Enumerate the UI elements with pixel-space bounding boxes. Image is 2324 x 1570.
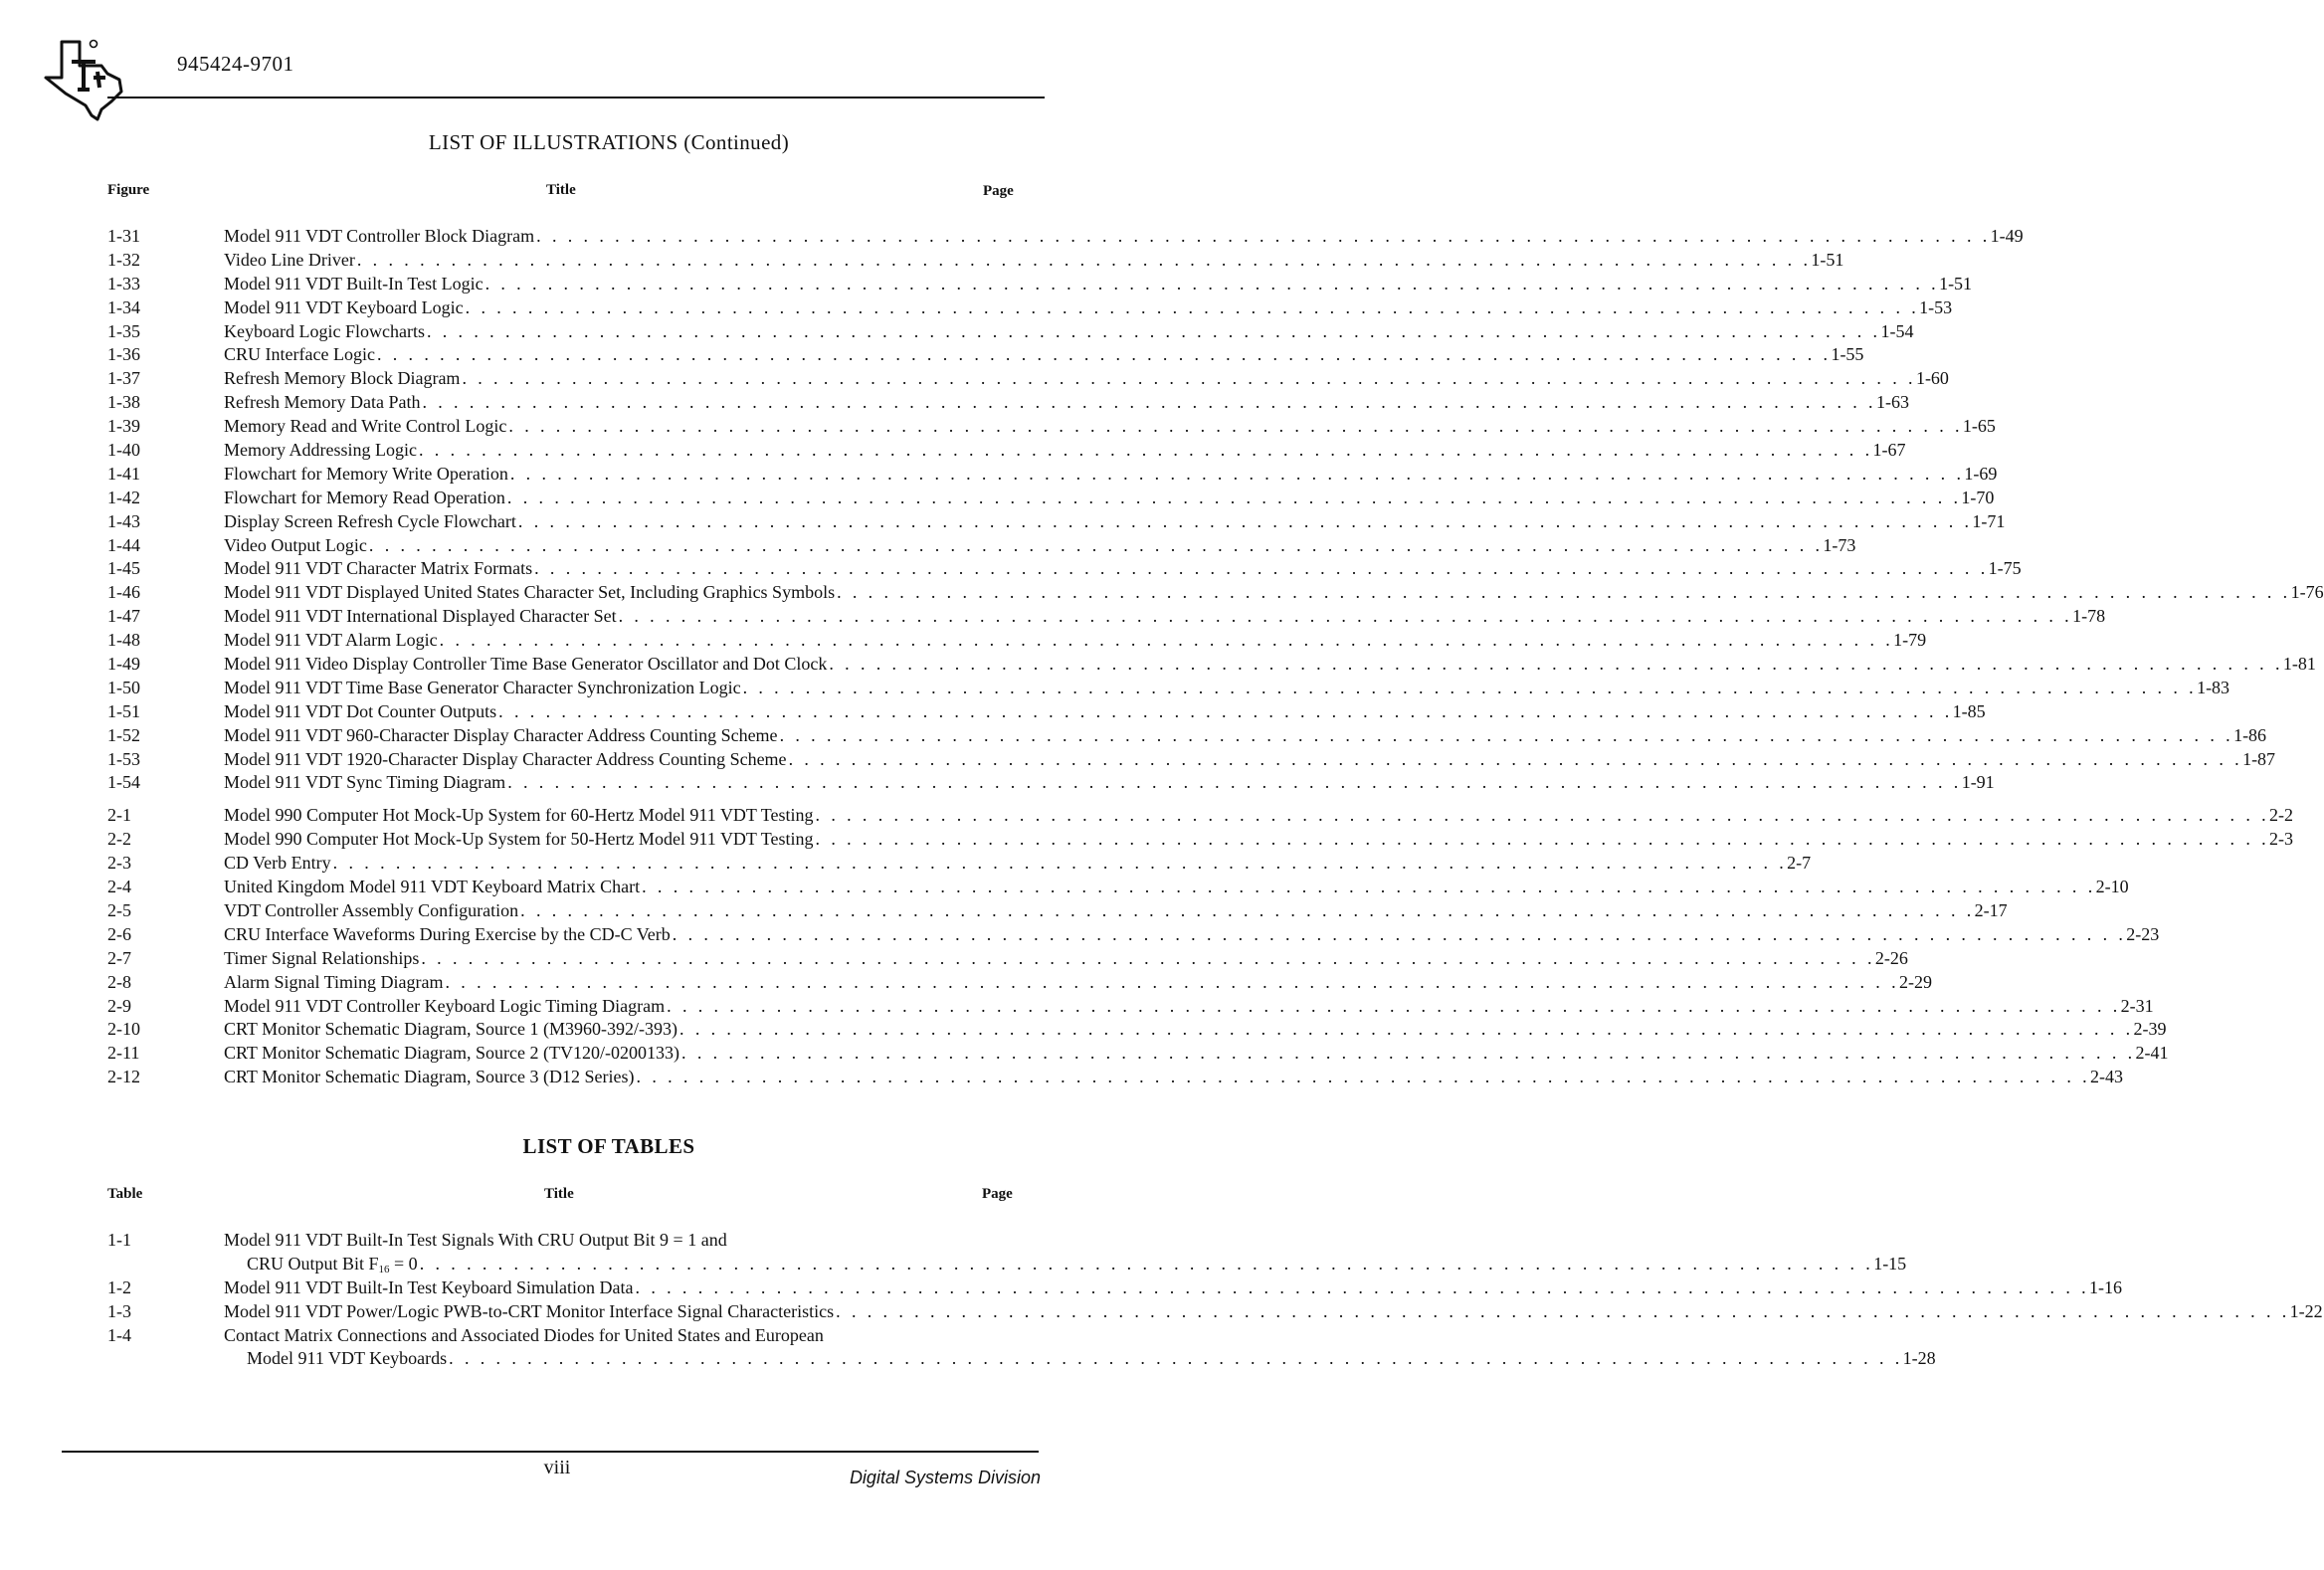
list-item [107, 971, 1932, 995]
document-number: 945424-9701 [177, 52, 294, 76]
list-item [107, 581, 2324, 605]
figure-number: 1-31 [107, 226, 140, 246]
table-title-continuation: CRU Output Bit $F_{16} = 0$ [247, 1253, 418, 1276]
figure-title: Flowchart for Memory Read Operation [224, 487, 505, 507]
leader-dots: . . . . . . . . . . . . . . . . . . . . . . . . . . . . . . . . . . . . . . . . . . . . . . . . . . . . . . . . . . . . . . . . . . . . . . . . . . . . . . . . . . . . . . . . . . . . . [618, 606, 2073, 627]
leader-dots: . . . . . . . . . . . . . . . . . . . . . . . . . . . . . . . . . . . . . . . . . . . . . . . . . . . . . . . . . . . . . . . . . . . . . . . . . . . . . . . . . . . . . . . . . . . . . [507, 772, 1962, 793]
figure-number: 1-50 [107, 677, 140, 697]
figure-title: CRU Interface Waveforms During Exercise by the CD-C Verb [224, 923, 671, 944]
leader-dots: . . . . . . . . . . . . . . . . . . . . . . . . . . . . . . . . . . . . . . . . . . . . . . . . . . . . . . . . . . . . . . . . . . . . . . . . . . . . . . . . . . . . . . . . . . . . . [788, 748, 2243, 769]
column-header-title: Title [546, 182, 576, 198]
leader-dots: . . . . . . . . . . . . . . . . . . . . . . . . . . . . . . . . . . . . . . . . . . . . . . . . . . . . . . . . . . . . . . . . . . . . . . . . . . . . . . . . . . . . . . . . . . . . . [520, 899, 1975, 920]
page-number: viii [543, 1457, 571, 1478]
leader-dots: . . . . . . . . . . . . . . . . . . . . . . . . . . . . . . . . . . . . . . . . . . . . . . . . . . . . . . . . . . . . . . . . . . . . . . . . . . . . . . . . . . . . . . . . . . . . . [506, 487, 1962, 507]
figure-title: CRU Interface Logic [224, 344, 375, 365]
list-item [107, 225, 2024, 249]
figure-number: 2-3 [107, 853, 131, 874]
list-item [107, 1324, 1015, 1348]
list-item [107, 343, 1864, 367]
leader-dots: . . . . . . . . . . . . . . . . . . . . . . . . . . . . . . . . . . . . . . . . . . . . . . . . . . . . . . . . . . . . . . . . . . . . . . . . . . . . . . . . . . . . . . . . . . . . . [426, 320, 1881, 341]
figure-page: 1-79 [1893, 630, 1927, 651]
figure-number: 2-6 [107, 923, 131, 944]
leader-dots: . . . . . . . . . . . . . . . . . . . . . . . . . . . . . . . . . . . . . . . . . . . . . . . . . . . . . . . . . . . . . . . . . . . . . . . . . . . . . . . . . . . . . . . . . . . . . [815, 805, 2270, 826]
list-item [107, 510, 2006, 534]
figure-page: 2-43 [2090, 1067, 2124, 1087]
figure-title: Model 911 VDT Displayed United States Character Set, Including Graphics Symbols [224, 582, 836, 603]
table-title: Model 911 VDT Built-In Test Keyboard Simulation Data [224, 1276, 634, 1297]
figure-title: Memory Addressing Logic [224, 440, 417, 461]
column-header-page: Page [982, 1186, 1013, 1202]
list-item [107, 605, 2106, 629]
figure-title: Model 911 VDT Built-In Test Logic [224, 273, 484, 294]
figure-title: Alarm Signal Timing Diagram [224, 971, 444, 992]
leader-dots: . . . . . . . . . . . . . . . . . . . . . . . . . . . . . . . . . . . . . . . . . . . . . . . . . . . . . . . . . . . . . . . . . . . . . . . . . . . . . . . . . . . . . . . . . . . . . [508, 416, 1963, 437]
table-page: 1-16 [2089, 1276, 2123, 1297]
leader-dots: . . . . . . . . . . . . . . . . . . . . . . . . . . . . . . . . . . . . . . . . . . . . . . . . . . . . . . . . . . . . . . . . . . . . . . . . . . . . . . . . . . . . . . . . . . . . . [445, 971, 1899, 992]
figure-number: 1-33 [107, 273, 140, 294]
list-item [107, 771, 1995, 795]
figure-title: CRT Monitor Schematic Diagram, Source 1 (M3960-392/-393) [224, 1019, 678, 1040]
figure-page: 1-86 [2233, 724, 2267, 745]
figure-number: 1-54 [107, 772, 140, 793]
figure-page: 1-70 [1961, 487, 1995, 507]
figure-title: Model 911 VDT 960-Character Display Character Address Counting Scheme [224, 724, 778, 745]
figure-title: Model 911 VDT Keyboard Logic [224, 296, 464, 317]
figure-page: 2-23 [2126, 923, 2160, 944]
figure-title: Keyboard Logic Flowcharts [224, 320, 425, 341]
figure-page: 2-26 [1874, 947, 1908, 968]
table-title-continuation: Model 911 VDT Keyboards [247, 1348, 448, 1369]
figure-page: 1-63 [1875, 392, 1909, 413]
leader-dots: . . . . . . . . . . . . . . . . . . . . . . . . . . . . . . . . . . . . . . . . . . . . . . . . . . . . . . . . . . . . . . . . . . . . . . . . . . . . . . . . . . . . . . . . . . . . . [509, 463, 1965, 484]
figure-page: 1-73 [1823, 534, 1856, 555]
figure-title: Refresh Memory Data Path [224, 392, 421, 413]
figure-number: 1-34 [107, 296, 140, 317]
list-item [107, 947, 1908, 971]
table-title: Model 911 VDT Power/Logic PWB-to-CRT Monitor Interface Signal Characteristics [224, 1300, 835, 1321]
table-page: 1-28 [1902, 1348, 1936, 1369]
figure-title: CRT Monitor Schematic Diagram, Source 2 (TV120/-0200133) [224, 1043, 680, 1064]
list-item [107, 463, 1998, 487]
figure-page: 1-49 [1990, 226, 2024, 246]
table-page: 1-22 [2289, 1300, 2323, 1321]
list-item [107, 1066, 2124, 1089]
leader-dots: . . . . . . . . . . . . . . . . . . . . . . . . . . . . . . . . . . . . . . . . . . . . . . . . . . . . . . . . . . . . . . . . . . . . . . . . . . . . . . . . . . . . . . . . . . . . . [484, 273, 1940, 294]
leader-dots: . . . . . . . . . . . . . . . . . . . . . . . . . . . . . . . . . . . . . . . . . . . . . . . . . . . . . . . . . . . . . . . . . . . . . . . . . . . . . . . . . . . . . . . . . . . . . [815, 829, 2270, 850]
leader-dots: . . . . . . . . . . . . . . . . . . . . . . . . . . . . . . . . . . . . . . . . . . . . . . . . . . . . . . . . . . . . . . . . . . . . . . . . . . . . . . . . . . . . . . . . . . . . . [376, 344, 1832, 365]
list-item [107, 367, 1949, 391]
leader-dots: . . . . . . . . . . . . . . . . . . . . . . . . . . . . . . . . . . . . . . . . . . . . . . . . . . . . . . . . . . . . . . . . . . . . . . . . . . . . . . . . . . . . . . . . . . . . . [462, 368, 1916, 389]
figure-number: 1-44 [107, 534, 140, 555]
figure-page: 1-75 [1988, 558, 2022, 579]
leader-dots: . . . . . . . . . . . . . . . . . . . . . . . . . . . . . . . . . . . . . . . . . . . . . . . . . . . . . . . . . . . . . . . . . . . . . . . . . . . . . . . . . . . . . . . . . . . . . [679, 1019, 2134, 1040]
figure-title: Model 911 VDT Controller Keyboard Logic Timing Diagram [224, 995, 666, 1016]
figure-number: 2-5 [107, 899, 131, 920]
leader-dots: . . . . . . . . . . . . . . . . . . . . . . . . . . . . . . . . . . . . . . . . . . . . . . . . . . . . . . . . . . . . . . . . . . . . . . . . . . . . . . . . . . . . . . . . . . . . . [465, 296, 1920, 317]
list-item [107, 1042, 2169, 1066]
list-item [107, 995, 2154, 1019]
list-item [107, 700, 1986, 724]
figure-title: Model 911 VDT Controller Block Diagram [224, 226, 535, 246]
figure-page: 2-7 [1787, 853, 1812, 874]
texas-instruments-logo-icon [42, 36, 137, 121]
figure-number: 1-39 [107, 416, 140, 437]
figure-page: 1-51 [1939, 273, 1973, 294]
figure-number: 2-11 [107, 1043, 140, 1064]
leader-dots: . . . . . . . . . . . . . . . . . . . . . . . . . . . . . . . . . . . . . . . . . . . . . . . . . . . . . . . . . . . . . . . . . . . . . . . . . . . . . . . . . . . . . . . . . . . . . [635, 1276, 2090, 1297]
column-header-title: Title [544, 1186, 574, 1202]
list-item [107, 1276, 2123, 1300]
list-item [107, 391, 1909, 415]
tables-heading: LIST OF TABLES [522, 1134, 695, 1158]
figure-number: 2-4 [107, 877, 131, 897]
figure-number: 1-49 [107, 654, 140, 675]
figure-title: Model 911 VDT International Displayed Character Set [224, 606, 617, 627]
figure-number: 1-52 [107, 724, 140, 745]
figure-title: Flowchart for Memory Write Operation [224, 463, 508, 484]
figure-title: Refresh Memory Block Diagram [224, 368, 461, 389]
figure-number: 1-38 [107, 392, 140, 413]
list-item [107, 629, 1927, 653]
leader-dots: . . . . . . . . . . . . . . . . . . . . . . . . . . . . . . . . . . . . . . . . . . . . . . . . . . . . . . . . . . . . . . . . . . . . . . . . . . . . . . . . . . . . . . . . . . . . . [536, 226, 1991, 246]
leader-dots: . . . . . . . . . . . . . . . . . . . . . . . . . . . . . . . . . . . . . . . . . . . . . . . . . . . . . . . . . . . . . . . . . . . . . . . . . . . . . . . . . . . . . . . . . . . . . [742, 677, 2198, 697]
list-item-continuation [107, 1347, 1936, 1371]
figure-number: 1-41 [107, 463, 140, 484]
figure-title: CRT Monitor Schematic Diagram, Source 3 (D12 Series) [224, 1067, 635, 1087]
figure-number: 1-48 [107, 630, 140, 651]
figure-page: 1-76 [2290, 582, 2324, 603]
figure-page: 1-87 [2242, 748, 2276, 769]
header-rule [107, 97, 1045, 98]
figure-title: Model 911 VDT Character Matrix Formats [224, 558, 533, 579]
figure-title: Video Output Logic [224, 534, 367, 555]
list-item [107, 1018, 2167, 1042]
table-page: 1-15 [1873, 1253, 1907, 1274]
figure-page: 1-60 [1915, 368, 1949, 389]
column-header-page: Page [983, 183, 1014, 199]
figure-number: 2-10 [107, 1019, 140, 1040]
list-item [107, 876, 2129, 899]
figure-number: 1-45 [107, 558, 140, 579]
list-item [107, 804, 2294, 828]
leader-dots: . . . . . . . . . . . . . . . . . . . . . . . . . . . . . . . . . . . . . . . . . . . . . . . . . . . . . . . . . . . . . . . . . . . . . . . . . . . . . . . . . . . . . . . . . . . . . [449, 1348, 1903, 1369]
list-item [107, 653, 2316, 677]
list-item [107, 557, 2022, 581]
list-item [107, 534, 1856, 558]
column-header-table: Table [107, 1186, 143, 1202]
figure-number: 1-35 [107, 320, 140, 341]
figure-number: 2-12 [107, 1067, 140, 1087]
figure-page: 1-65 [1962, 416, 1996, 437]
figure-page: 1-53 [1919, 296, 1953, 317]
figure-number: 1-42 [107, 487, 140, 507]
figure-title: Model 911 VDT Sync Timing Diagram [224, 772, 506, 793]
figure-page: 2-29 [1899, 971, 1932, 992]
leader-dots: . . . . . . . . . . . . . . . . . . . . . . . . . . . . . . . . . . . . . . . . . . . . . . . . . . . . . . . . . . . . . . . . . . . . . . . . . . . . . . . . . . . . . . . . . . . . . [498, 700, 1953, 721]
list-item [107, 320, 1914, 344]
leader-dots: . . . . . . . . . . . . . . . . . . . . . . . . . . . . . . . . . . . . . . . . . . . . . . . . . . . . . . . . . . . . . . . . . . . . . . . . . . . . . . . . . . . . . . . . . . . . . [779, 724, 2234, 745]
tables-list [107, 1229, 2323, 1371]
table-number: 1-3 [107, 1300, 131, 1321]
leader-dots: . . . . . . . . . . . . . . . . . . . . . . . . . . . . . . . . . . . . . . . . . . . . . . . . . . . . . . . . . . . . . . . . . . . . . . . . . . . . . . . . . . . . . . . . . . . . . [418, 440, 1873, 461]
leader-dots: . . . . . . . . . . . . . . . . . . . . . . . . . . . . . . . . . . . . . . . . . . . . . . . . . . . . . . . . . . . . . . . . . . . . . . . . . . . . . . . . . . . . . . . . . . . . . [517, 510, 1973, 531]
figure-title: Model 911 VDT Alarm Logic [224, 630, 438, 651]
figure-number: 2-1 [107, 805, 131, 826]
table-number: 1-4 [107, 1324, 131, 1345]
figure-page: 1-69 [1964, 463, 1998, 484]
figure-title: CD Verb Entry [224, 853, 331, 874]
leader-dots: . . . . . . . . . . . . . . . . . . . . . . . . . . . . . . . . . . . . . . . . . . . . . . . . . . . . . . . . . . . . . . . . . . . . . . . . . . . . . . . . . . . . . . . . . . . . . [829, 654, 2283, 675]
figure-number: 1-53 [107, 748, 140, 769]
group-spacer [107, 795, 1015, 804]
figure-title: Video Line Driver [224, 249, 355, 270]
figure-title: Timer Signal Relationships [224, 947, 420, 968]
table-number: 1-1 [107, 1230, 131, 1250]
leader-dots: . . . . . . . . . . . . . . . . . . . . . . . . . . . . . . . . . . . . . . . . . . . . . . . . . . . . . . . . . . . . . . . . . . . . . . . . . . . . . . . . . . . . . . . . . . . . . [419, 1253, 1874, 1274]
figure-title: Model 911 VDT Time Base Generator Character Synchronization Logic [224, 677, 741, 697]
list-item [107, 852, 1812, 876]
illustrations-list [107, 225, 2324, 1089]
figure-number: 1-47 [107, 606, 140, 627]
leader-dots: . . . . . . . . . . . . . . . . . . . . . . . . . . . . . . . . . . . . . . . . . . . . . . . . . . . . . . . . . . . . . . . . . . . . . . . . . . . . . . . . . . . . . . . . . . . . . [421, 947, 1875, 968]
figure-number: 2-8 [107, 971, 131, 992]
figure-number: 2-2 [107, 829, 131, 850]
list-item [107, 677, 2230, 700]
figure-title: Memory Read and Write Control Logic [224, 416, 507, 437]
list-item [107, 415, 1996, 439]
list-item [107, 724, 2267, 748]
leader-dots: . . . . . . . . . . . . . . . . . . . . . . . . . . . . . . . . . . . . . . . . . . . . . . . . . . . . . . . . . . . . . . . . . . . . . . . . . . . . . . . . . . . . . . . . . . . . . [636, 1067, 2091, 1087]
division-name: Digital Systems Division [849, 1468, 1041, 1487]
figure-page: 2-2 [2269, 805, 2294, 826]
figure-page: 2-3 [2269, 829, 2294, 850]
list-item [107, 748, 2276, 772]
list-item [107, 249, 1844, 273]
figure-number: 1-40 [107, 440, 140, 461]
figure-number: 1-36 [107, 344, 140, 365]
figure-title: Model 990 Computer Hot Mock-Up System for 60-Hertz Model 911 VDT Testing [224, 805, 814, 826]
list-item [107, 899, 2008, 923]
leader-dots: . . . . . . . . . . . . . . . . . . . . . . . . . . . . . . . . . . . . . . . . . . . . . . . . . . . . . . . . . . . . . . . . . . . . . . . . . . . . . . . . . . . . . . . . . . . . . [534, 558, 1989, 579]
figure-page: 1-67 [1872, 440, 1906, 461]
leader-dots: . . . . . . . . . . . . . . . . . . . . . . . . . . . . . . . . . . . . . . . . . . . . . . . . . . . . . . . . . . . . . . . . . . . . . . . . . . . . . . . . . . . . . . . . . . . . . [332, 853, 1788, 874]
figure-page: 1-71 [1972, 510, 2006, 531]
figure-page: 1-85 [1952, 700, 1986, 721]
figure-title: Model 911 VDT 1920-Character Display Character Address Counting Scheme [224, 748, 787, 769]
figure-title: VDT Controller Assembly Configuration [224, 899, 519, 920]
leader-dots: . . . . . . . . . . . . . . . . . . . . . . . . . . . . . . . . . . . . . . . . . . . . . . . . . . . . . . . . . . . . . . . . . . . . . . . . . . . . . . . . . . . . . . . . . . . . . [672, 923, 2127, 944]
figure-page: 1-91 [1961, 772, 1995, 793]
figure-page: 2-41 [2135, 1043, 2169, 1064]
list-item [107, 273, 1973, 296]
figure-number: 1-43 [107, 510, 140, 531]
list-item [107, 1300, 2323, 1324]
list-item [107, 439, 1906, 463]
list-item [107, 828, 2294, 852]
figure-page: 1-81 [2282, 654, 2316, 675]
figure-title: Display Screen Refresh Cycle Flowchart [224, 510, 516, 531]
figure-page: 1-78 [2072, 606, 2106, 627]
table-number: 1-2 [107, 1276, 131, 1297]
illustrations-heading: LIST OF ILLUSTRATIONS (Continued) [428, 130, 790, 154]
figure-page: 2-31 [2120, 995, 2154, 1016]
list-item [107, 923, 2160, 947]
list-item [107, 296, 1953, 320]
list-item-continuation [107, 1253, 1907, 1276]
leader-dots: . . . . . . . . . . . . . . . . . . . . . . . . . . . . . . . . . . . . . . . . . . . . . . . . . . . . . . . . . . . . . . . . . . . . . . . . . . . . . . . . . . . . . . . . . . . . . [642, 877, 2096, 897]
leader-dots: . . . . . . . . . . . . . . . . . . . . . . . . . . . . . . . . . . . . . . . . . . . . . . . . . . . . . . . . . . . . . . . . . . . . . . . . . . . . . . . . . . . . . . . . . . . . . [356, 249, 1812, 270]
table-title: Model 911 VDT Built-In Test Signals With CRU Output Bit 9 = 1 and [224, 1230, 727, 1250]
figure-page: 2-10 [2095, 877, 2129, 897]
leader-dots: . . . . . . . . . . . . . . . . . . . . . . . . . . . . . . . . . . . . . . . . . . . . . . . . . . . . . . . . . . . . . . . . . . . . . . . . . . . . . . . . . . . . . . . . . . . . . [836, 1300, 2290, 1321]
leader-dots: . . . . . . . . . . . . . . . . . . . . . . . . . . . . . . . . . . . . . . . . . . . . . . . . . . . . . . . . . . . . . . . . . . . . . . . . . . . . . . . . . . . . . . . . . . . . . [368, 534, 1824, 555]
footer-rule [62, 1451, 1039, 1453]
figure-title: Model 990 Computer Hot Mock-Up System for 50-Hertz Model 911 VDT Testing [224, 829, 814, 850]
figure-number: 1-32 [107, 249, 140, 270]
figure-number: 1-51 [107, 700, 140, 721]
leader-dots: . . . . . . . . . . . . . . . . . . . . . . . . . . . . . . . . . . . . . . . . . . . . . . . . . . . . . . . . . . . . . . . . . . . . . . . . . . . . . . . . . . . . . . . . . . . . . [837, 582, 2291, 603]
figure-page: 2-39 [2133, 1019, 2167, 1040]
figure-title: Model 911 VDT Dot Counter Outputs [224, 700, 497, 721]
figure-number: 2-7 [107, 947, 131, 968]
figure-number: 1-37 [107, 368, 140, 389]
figure-page: 1-54 [1880, 320, 1914, 341]
figure-page: 1-55 [1831, 344, 1864, 365]
leader-dots: . . . . . . . . . . . . . . . . . . . . . . . . . . . . . . . . . . . . . . . . . . . . . . . . . . . . . . . . . . . . . . . . . . . . . . . . . . . . . . . . . . . . . . . . . . . . . [681, 1043, 2136, 1064]
table-title: Contact Matrix Connections and Associated Diodes for United States and European [224, 1324, 824, 1345]
figure-number: 1-46 [107, 582, 140, 603]
column-header-figure: Figure [107, 182, 150, 198]
list-item [107, 1229, 1015, 1253]
figure-page: 1-83 [2197, 677, 2230, 697]
leader-dots: . . . . . . . . . . . . . . . . . . . . . . . . . . . . . . . . . . . . . . . . . . . . . . . . . . . . . . . . . . . . . . . . . . . . . . . . . . . . . . . . . . . . . . . . . . . . . [439, 630, 1894, 651]
leader-dots: . . . . . . . . . . . . . . . . . . . . . . . . . . . . . . . . . . . . . . . . . . . . . . . . . . . . . . . . . . . . . . . . . . . . . . . . . . . . . . . . . . . . . . . . . . . . . [667, 995, 2121, 1016]
leader-dots: . . . . . . . . . . . . . . . . . . . . . . . . . . . . . . . . . . . . . . . . . . . . . . . . . . . . . . . . . . . . . . . . . . . . . . . . . . . . . . . . . . . . . . . . . . . . . [422, 392, 1876, 413]
list-item [107, 487, 1995, 510]
figure-title: United Kingdom Model 911 VDT Keyboard Matrix Chart [224, 877, 641, 897]
figure-number: 2-9 [107, 995, 131, 1016]
figure-title: Model 911 Video Display Controller Time Base Generator Oscillator and Dot Clock [224, 654, 828, 675]
figure-page: 2-17 [1974, 899, 2008, 920]
figure-page: 1-51 [1811, 249, 1844, 270]
